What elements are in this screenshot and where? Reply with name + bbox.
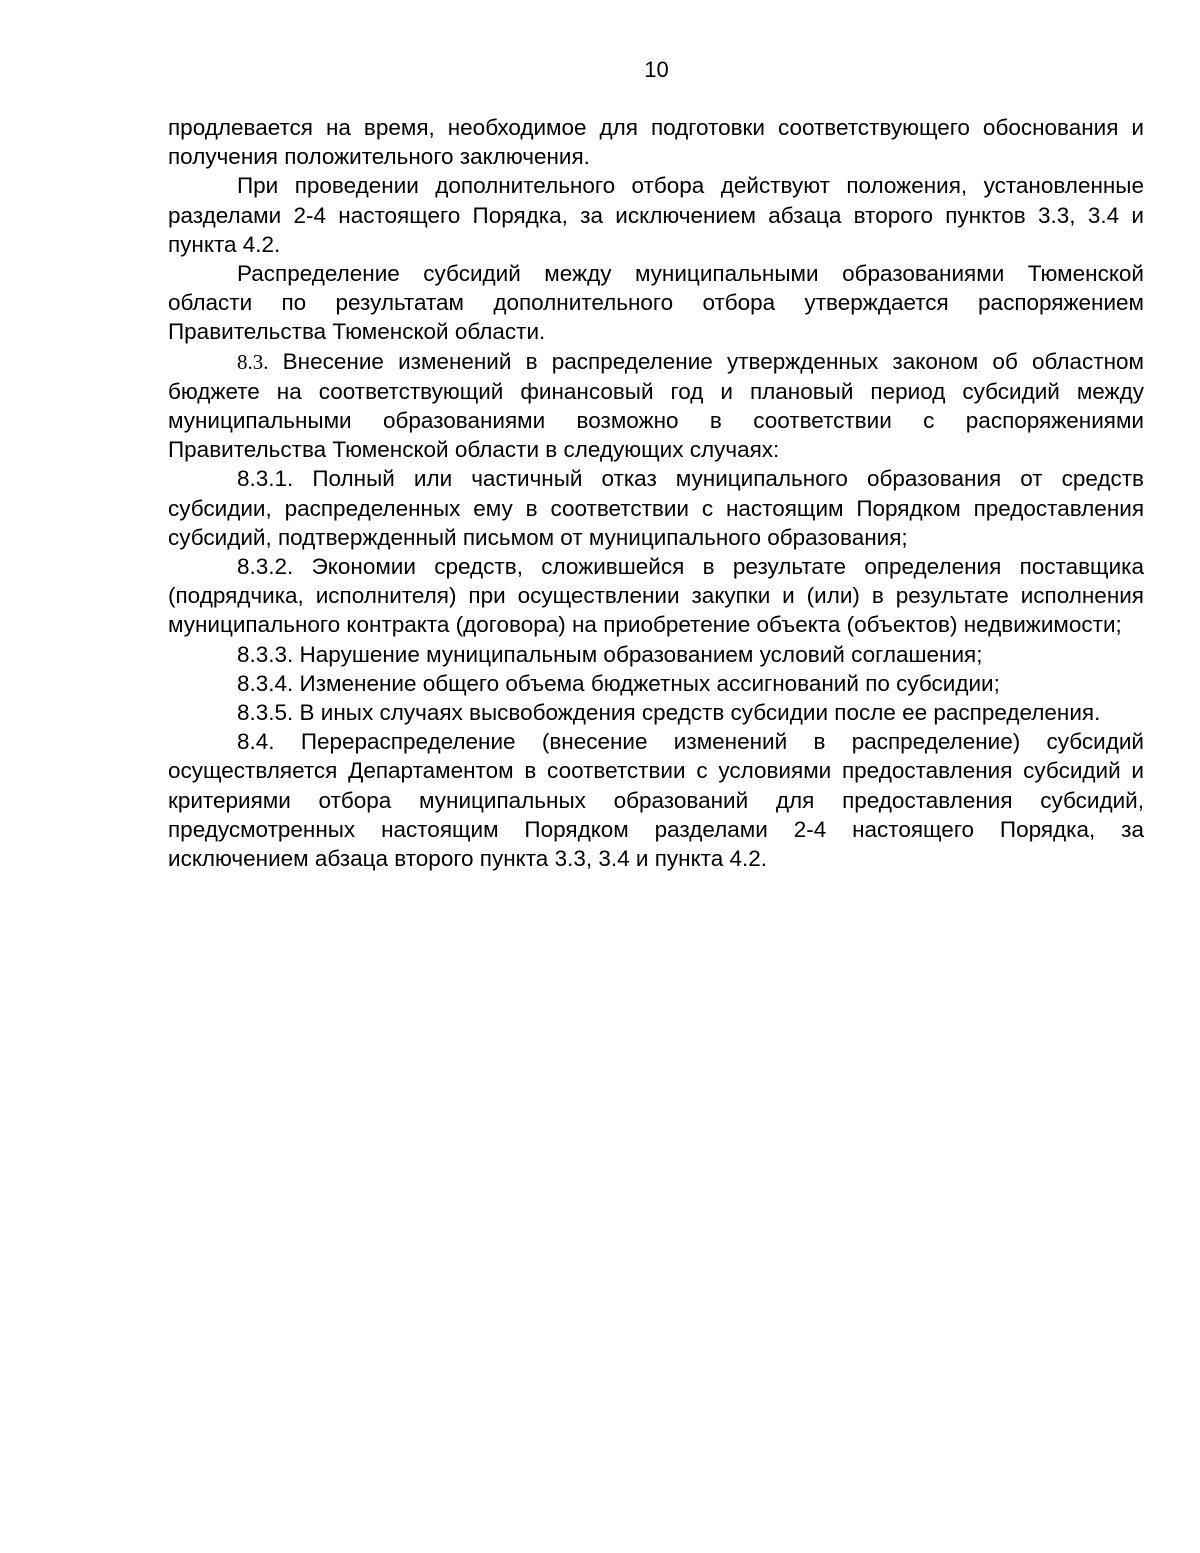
paragraph-8-3-3: 8.3.3. Нарушение муниципальным образованием условий соглашения; [237,641,983,667]
page-number: 10 [644,57,669,82]
document-body [168,113,1144,873]
paragraph-distribution-approval: Распределение субсидий между муниципальными образованиями Тюменской области по результатам дополнительного отбора утверждается распоряжением Правительства Тюменской области. [168,261,1144,345]
paragraph-8-3-4: 8.3.4. Изменение общего объема бюджетных ассигнований по субсидии; [237,670,1000,696]
paragraph-8-3 [168,347,1144,465]
paragraph-8-3-text: Внесение изменений в распределение утвержденных законом об областном бюджете на соответствующий финансовый год и плановый период субсидий между муниципальными образованиями возможно в соответствии с распоряжениями Правительства Тюменской области в следующих случаях: [168,348,1144,463]
paragraph-8-3-5: 8.3.5. В иных случаях высвобождения средств субсидии после ее распределения. [237,700,1101,726]
paragraph-continuation: продлевается на время, необходимое для подготовки соответствующего обоснования и получения положительного заключения. [168,115,1144,170]
paragraph-8-3-2: 8.3.2. Экономии средств, сложившейся в результате определения поставщика (подрядчика, исполнителя) при осуществлении закупки и (или) в результате исполнения муниципального контракта (договора) на приобретение объекта (объектов) недвижимости; [168,554,1144,638]
paragraph-8-3-1: 8.3.1. Полный или частичный отказ муниципального образования от средств субсидии, распределенных ему в соответствии с настоящим Порядком предоставления субсидий, подтвержденный письмом от муниципального образования; [168,466,1144,550]
clause-number: 8.3. [237,349,269,374]
paragraph-additional-selection: При проведении дополнительного отбора действуют положения, установленные разделами 2-4 настоящего Порядка, за исключением абзаца второго пунктов 3.3, 3.4 и пункта 4.2. [168,173,1144,257]
paragraph-8-4: 8.4. Перераспределение (внесение изменений в распределение) субсидий осуществляется Департаментом в соответствии с условиями предоставления субсидий и критериями отбора муниципальных образований для предоставления субсидий, предусмотренных настоящим Порядком разделами 2-4 настоящего Порядка, за исключением абзаца второго пункта 3.3, 3.4 и пункта 4.2. [168,729,1144,872]
